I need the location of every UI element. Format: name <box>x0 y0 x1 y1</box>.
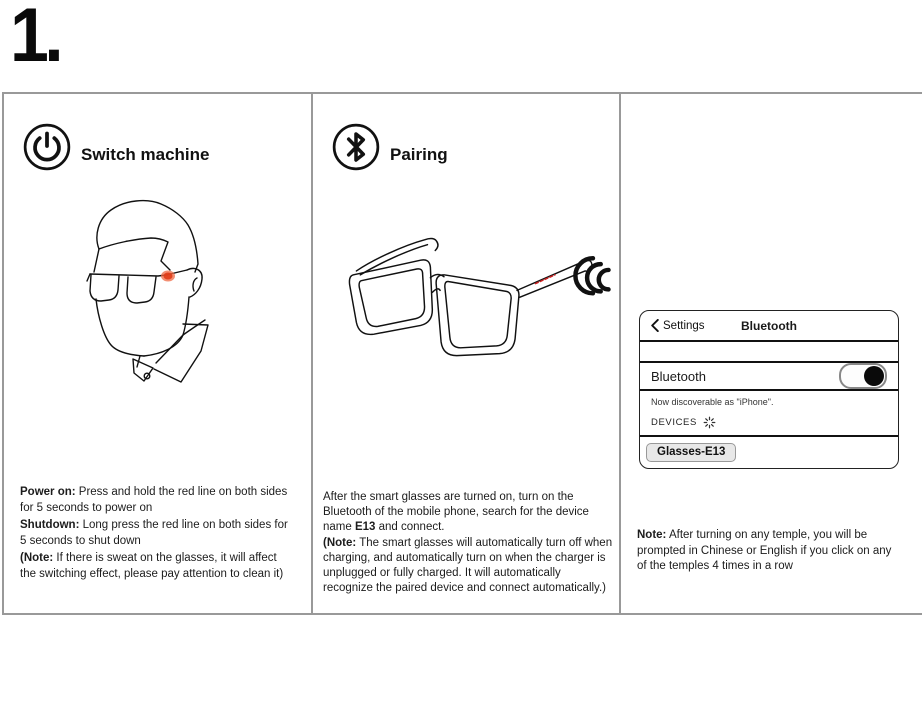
device-name-chip: Glasses-E13 <box>646 443 736 462</box>
bluetooth-toggle <box>839 363 887 389</box>
screen-title: Bluetooth <box>741 318 797 333</box>
panel-pairing <box>313 94 621 613</box>
discoverable-text: Now discoverable as "iPhone". <box>651 397 774 407</box>
phone-header <box>640 311 898 340</box>
bluetooth-icon <box>331 122 381 172</box>
devices-header-row <box>651 416 887 429</box>
instruction-line: (Note: If there is sweat on the glasses, it will affect the switching effect, please pay attention to clean it) <box>20 551 284 581</box>
panel-title: Switch machine <box>81 145 210 164</box>
bluetooth-toggle-row <box>640 363 898 389</box>
switch-machine-instructions <box>20 484 290 582</box>
back-label: Settings <box>663 319 705 332</box>
man-wearing-glasses-illustration <box>54 192 284 427</box>
pairing-header <box>331 122 448 172</box>
instruction-panels <box>2 92 922 615</box>
panel-switch-machine <box>4 94 313 613</box>
switch-machine-header <box>22 122 209 172</box>
panel-title: Pairing <box>390 145 448 164</box>
step-number: 1. <box>10 0 60 78</box>
power-icon <box>22 122 72 172</box>
device-row <box>640 437 898 467</box>
toggle-label: Bluetooth <box>651 368 706 384</box>
empty-row <box>640 342 898 361</box>
loading-spinner-icon <box>703 416 716 429</box>
panel-bluetooth-settings <box>621 94 922 613</box>
instruction-line: After the smart glasses are turned on, turn on the Bluetooth of the mobile phone, search for the device name E13 and connect. <box>323 491 589 534</box>
instruction-line: (Note: The smart glasses will automatically turn off when charging, and automatically turn on when the charger is unplugged or fully charged. It will automatically recognize the paired device and connect automatically.) <box>323 536 613 595</box>
instruction-line: Shutdown: Long press the red line on both sides for 5 seconds to shut down <box>20 518 288 548</box>
instruction-line: Power on: Press and hold the red line on both sides for 5 seconds to power on <box>20 486 288 515</box>
discoverable-section <box>640 391 898 435</box>
devices-header: DEVICES <box>651 417 697 428</box>
bluetooth-settings-mockup <box>639 310 899 469</box>
pairing-instructions <box>323 490 613 596</box>
smart-glasses-illustration <box>335 222 627 387</box>
temple-note: Note: After turning on any temple, you will be prompted in Chinese or English if you click on any of the temples 4 times in a row <box>637 529 892 572</box>
toggle-knob <box>864 366 884 386</box>
